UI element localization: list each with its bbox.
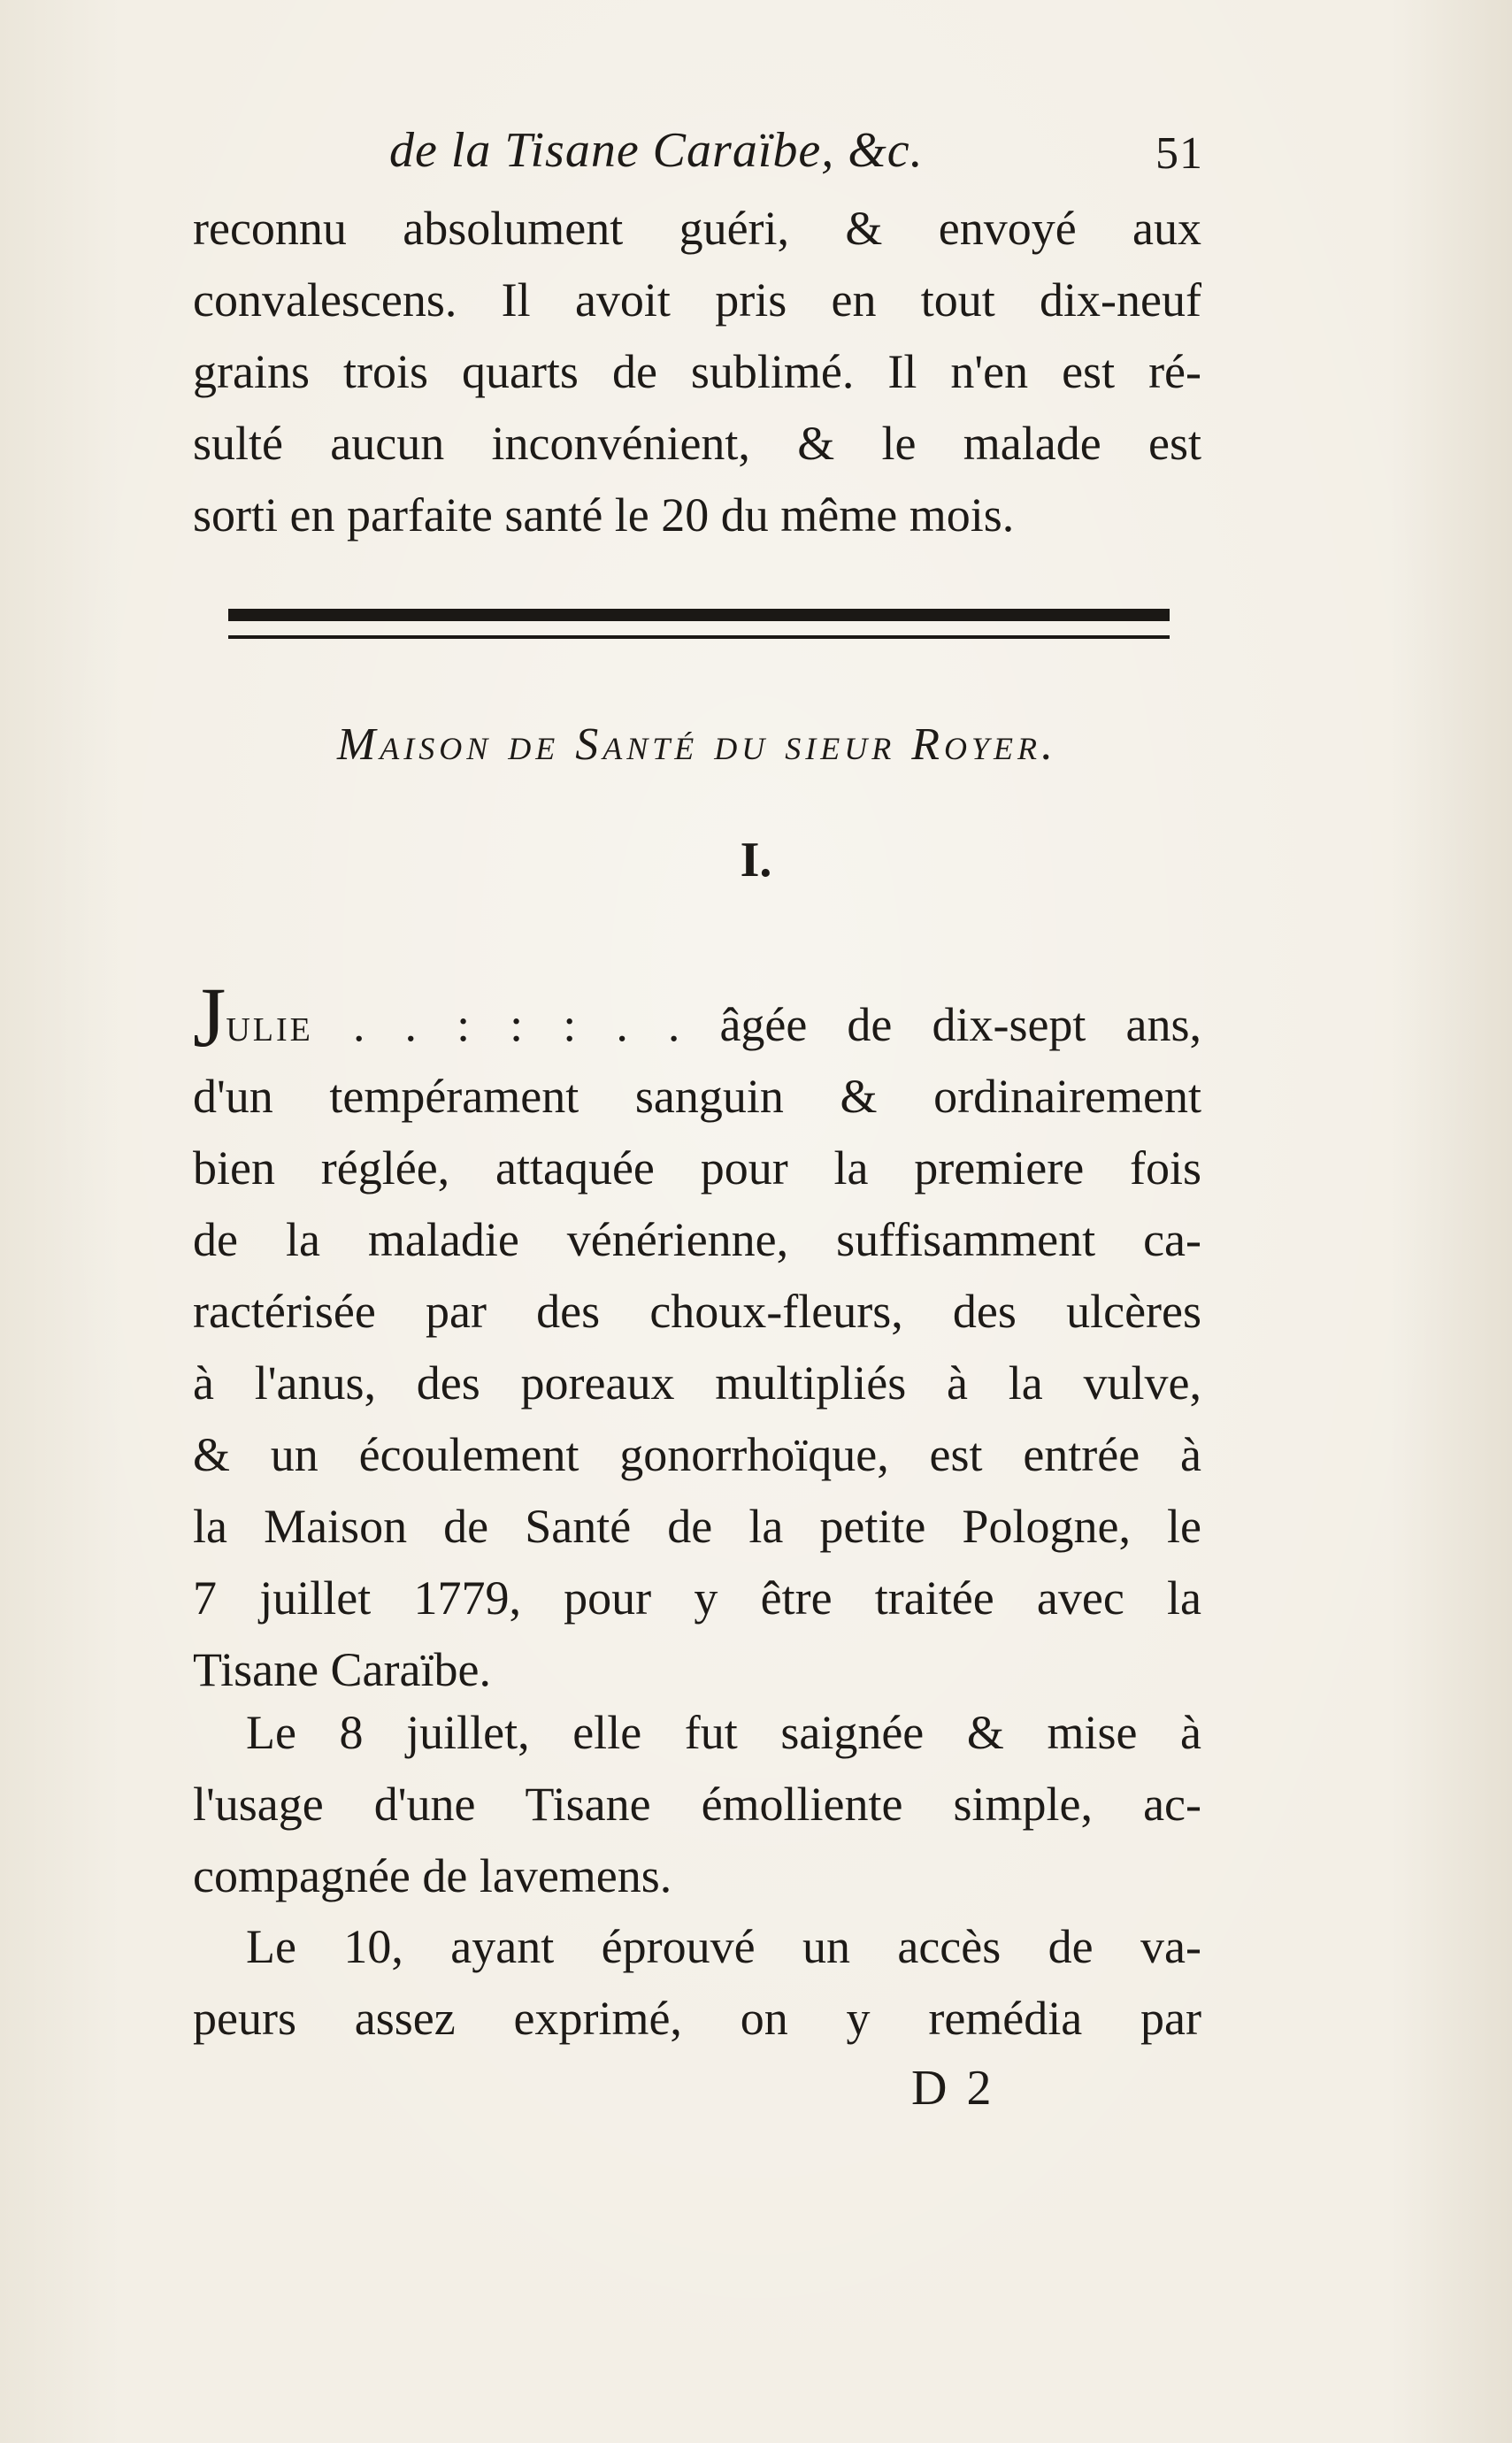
text-line: Le 10, ayant éprouvé un accès de va-	[246, 1920, 1201, 1973]
drop-cap: J	[193, 970, 226, 1064]
section-divider-thick	[228, 609, 1170, 621]
section-number: I.	[740, 833, 772, 887]
page-number: 51	[1155, 128, 1203, 179]
section-heading: Maison de Santé du sieur Royer.	[336, 719, 1058, 770]
text-line: d'un tempérament sanguin & ordinairement	[193, 1070, 1201, 1123]
text-line-first	[193, 970, 1201, 1064]
signature-mark: D 2	[911, 2061, 995, 2116]
paragraph-case-one	[193, 970, 1201, 1706]
section-divider-thin	[228, 635, 1170, 639]
text-line: reconnu absolument guéri, & envoyé aux	[193, 202, 1201, 255]
text-line: Tisane Caraïbe.	[193, 1643, 491, 1696]
first-line-rest: . . : : : . . âgée de dix-sept ans,	[312, 998, 1201, 1051]
text-line: bien réglée, attaquée pour la premiere fois	[193, 1141, 1201, 1195]
text-line: grains trois quarts de sublimé. Il n'en est ré-	[193, 345, 1201, 398]
text-line: & un écoulement gonorrhoïque, est entrée à	[193, 1428, 1201, 1481]
text-line: peurs assez exprimé, on y remédia par	[193, 1992, 1201, 2045]
paragraph-july-10	[193, 1911, 1201, 2055]
text-line: 7 juillet 1779, pour y être traitée avec la	[193, 1571, 1201, 1625]
text-line: ractérisée par des choux-fleurs, des ulcères	[193, 1285, 1201, 1338]
name-smallcaps: ulie	[226, 998, 313, 1051]
text-line: sorti en parfaite santé le 20 du même mois.	[193, 488, 1015, 542]
text-line: convalescens. Il avoit pris en tout dix-neuf	[193, 273, 1201, 327]
paragraph-continuation	[193, 193, 1201, 551]
text-line: à l'anus, des poreaux multipliés à la vulve,	[193, 1356, 1201, 1410]
text-line: la Maison de Santé de la petite Pologne, le	[193, 1500, 1201, 1553]
text-line: de la maladie vénérienne, suffisamment ca-	[193, 1213, 1201, 1266]
text-line: l'usage d'une Tisane émolliente simple, ac-	[193, 1778, 1201, 1831]
running-head	[389, 122, 1203, 193]
text-line: compagnée de lavemens.	[193, 1849, 672, 1902]
text-line: Le 8 juillet, elle fut saignée & mise à	[246, 1706, 1201, 1759]
running-head-title: de la Tisane Caraïbe, &c.	[389, 123, 924, 178]
paragraph-july-8	[193, 1697, 1201, 1912]
text-line: sulté aucun inconvénient, & le malade est	[193, 417, 1201, 470]
